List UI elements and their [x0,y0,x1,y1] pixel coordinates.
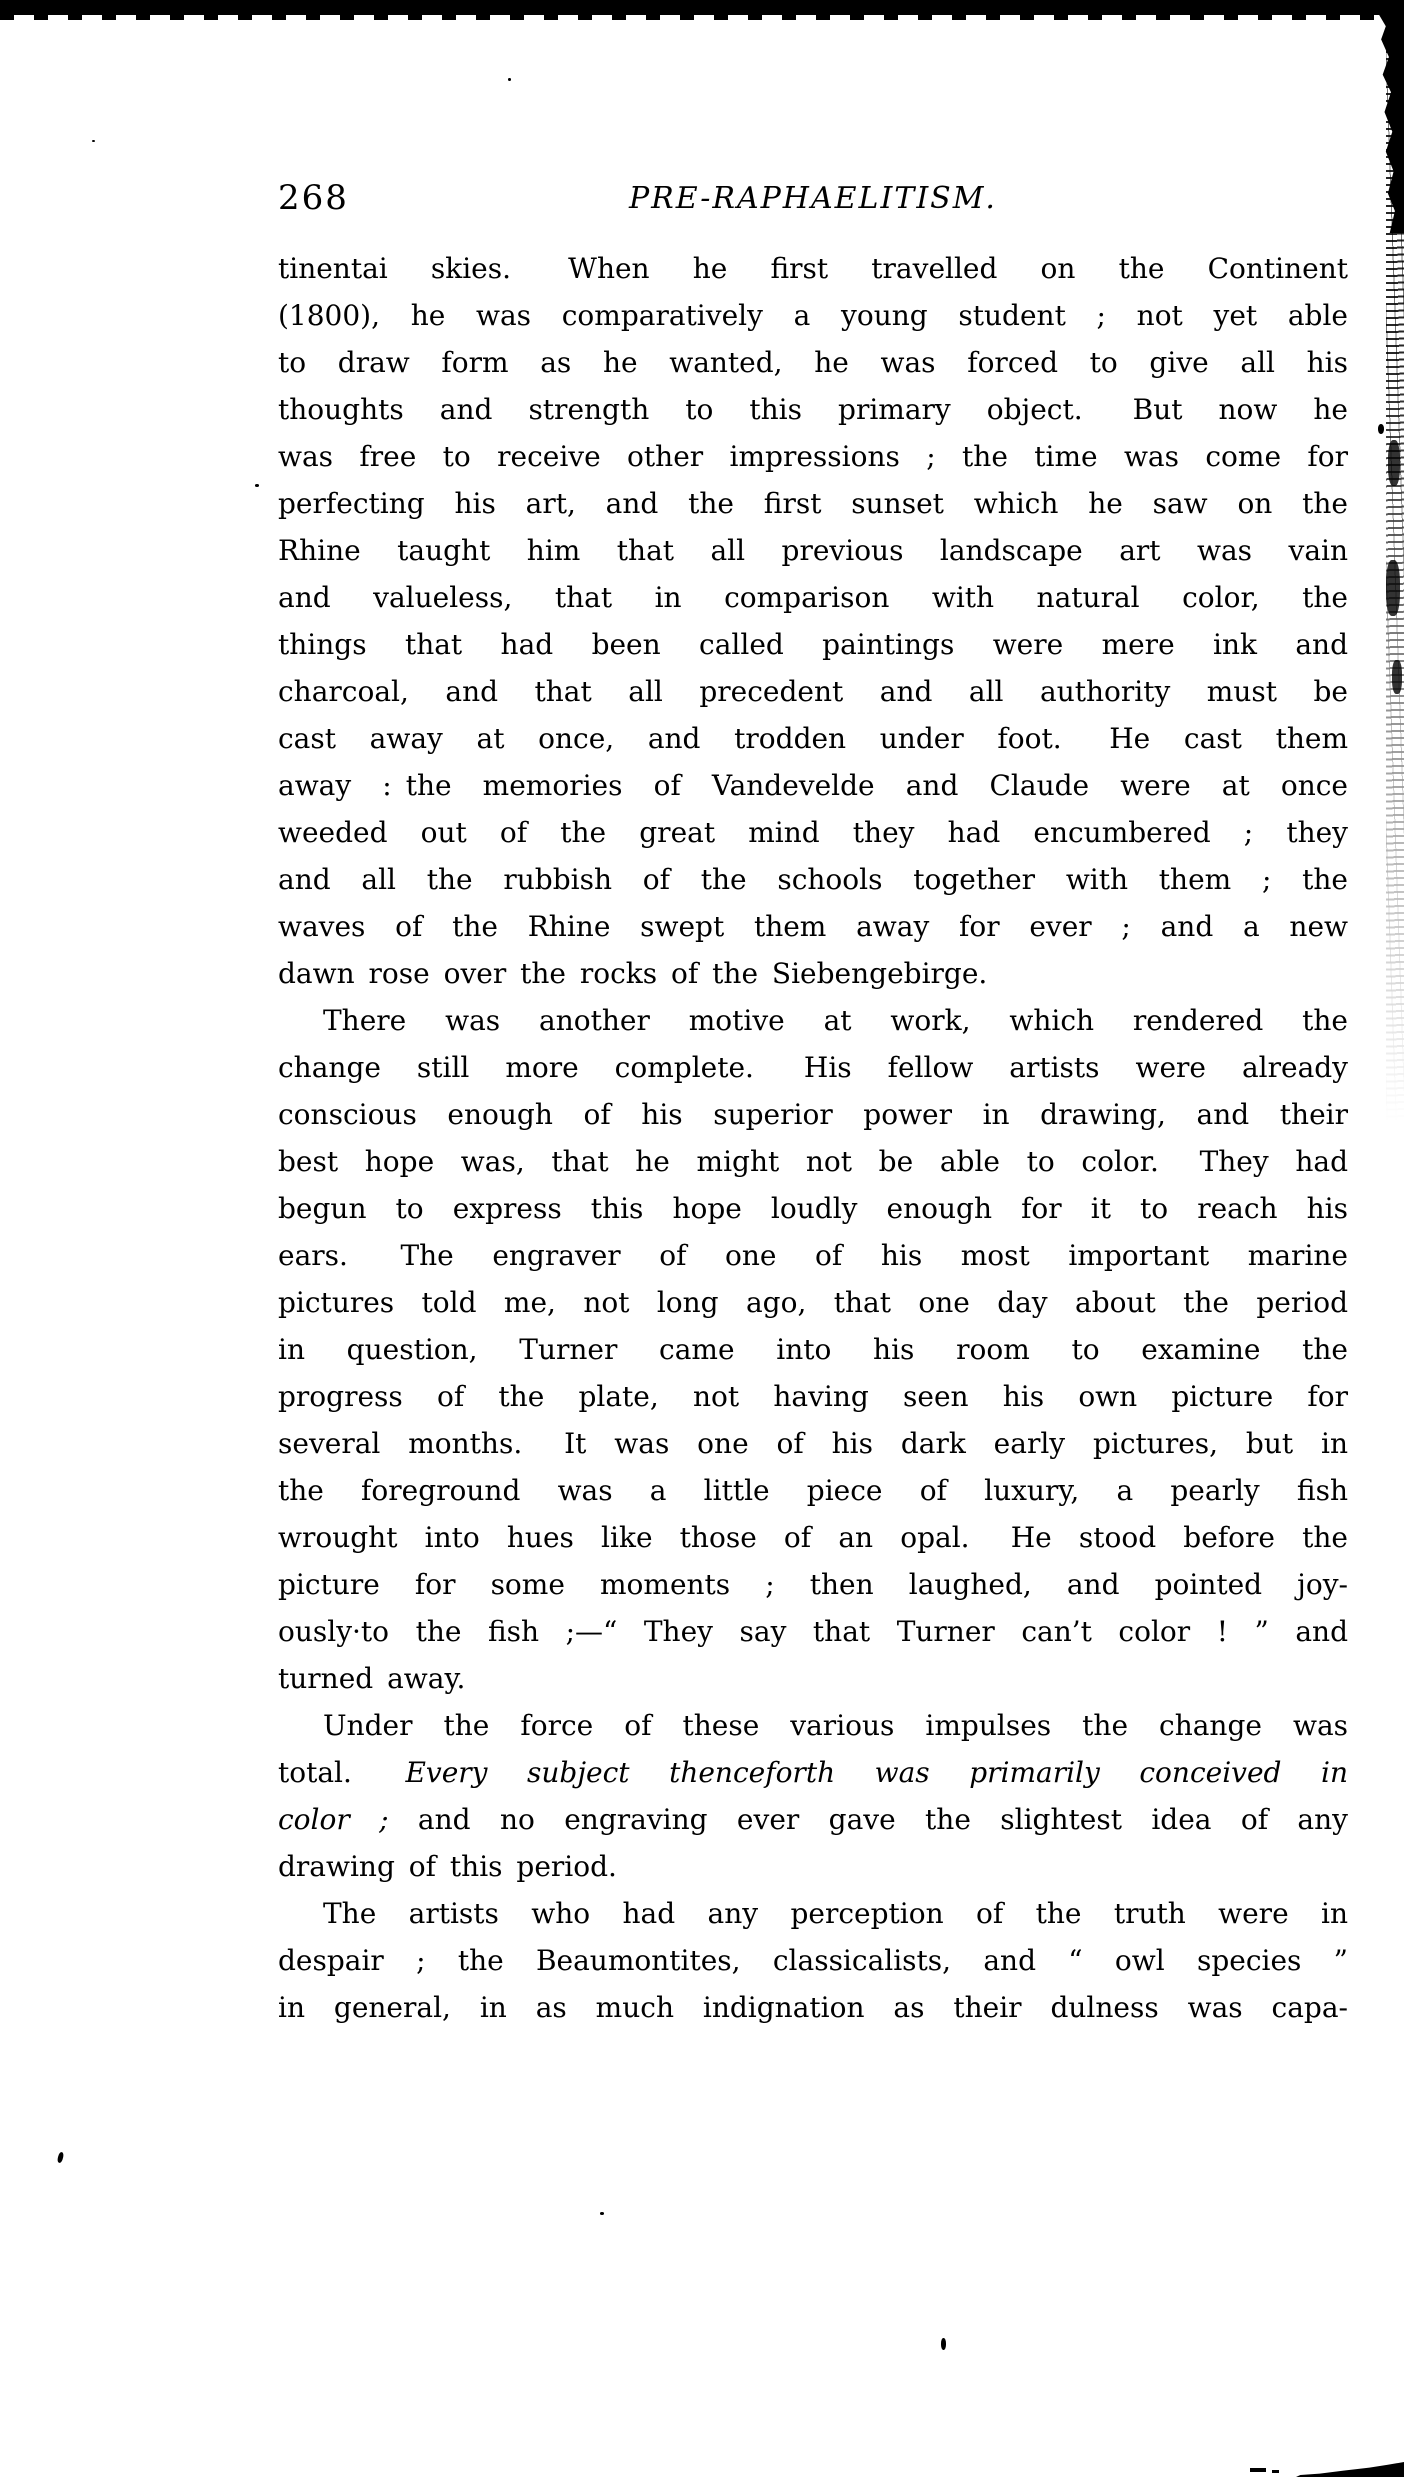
text-segment: total. [278,1756,406,1789]
text-segment-italic: Every subject thenceforth was primarily conceived in [405,1756,1348,1789]
text-line: perfecting his art, and the first sunset which he saw on the [278,487,1348,520]
text-segment-italic: color ; [278,1803,389,1836]
scan-smudge [1392,660,1402,694]
text-line: conscious enough of his superior power in drawing, and their [278,1098,1348,1131]
scan-edge-bar-top [0,0,1404,15]
text-line: turned away. [278,1662,466,1695]
ink-speck [57,2152,65,2164]
text-line: wrought into hues like those of an opal. He stood before the [278,1521,1348,1554]
text-line: despair ; the Beaumontites, classicalists, and “ owl species ” [278,1944,1348,1977]
text-line: charcoal, and that all precedent and all authority must be [278,675,1348,708]
ink-speck [508,78,511,81]
ink-speck [255,484,259,487]
text-line: pictures told me, not long ago, that one day about the period [278,1286,1348,1319]
text-line: dawn rose over the rocks of the Siebengebirge. [278,957,988,990]
text-line: There was another motive at work, which rendered the [323,1004,1348,1037]
text-line: The artists who had any perception of the truth were in [323,1897,1348,1930]
text-line: thoughts and strength to this primary object. But now he [278,393,1348,426]
ink-speck [941,2338,946,2350]
text-line: Under the force of these various impulses the change was [323,1709,1348,1742]
text-line: and valueless, that in comparison with natural color, the [278,581,1348,614]
text-line: away : the memories of Vandevelde and Claude were at once [278,769,1348,802]
text-line: waves of the Rhine swept them away for ever ; and a new [278,910,1348,943]
text-line: drawing of this period. [278,1850,617,1883]
text-line: ously·to the fish ;—“ They say that Turner can’t color ! ” and [278,1615,1348,1648]
text-segment: and no engraving ever gave the slightest idea of any [388,1803,1348,1836]
scan-noise-bottom-right [1296,2460,1404,2477]
text-line: in question, Turner came into his room to examine the [278,1333,1348,1366]
text-line: in general, in as much indignation as their dulness was capa- [278,1991,1348,2024]
ink-speck [600,2212,604,2215]
ink-speck [92,140,95,142]
ink-speck [1250,2468,1266,2472]
text-line: begun to express this hope loudly enough for it to reach his [278,1192,1348,1225]
text-line: Rhine taught him that all previous landscape art was vain [278,534,1348,567]
text-line: best hope was, that he might not be able to color. They had [278,1145,1348,1178]
page-number: 268 [278,178,349,218]
text-line: progress of the plate, not having seen his own picture for [278,1380,1348,1413]
text-line: change still more complete. His fellow artists were already [278,1051,1348,1084]
text-line [278,1796,1348,1843]
ink-speck [1378,424,1384,434]
text-line: tinentai skies. When he first travelled on the Continent [278,252,1348,285]
text-line: was free to receive other impressions ; the time was come for [278,440,1348,473]
text-line: ears. The engraver of one of his most important marine [278,1239,1348,1272]
scan-smudge [1388,440,1400,486]
text-line: picture for some moments ; then laughed, and pointed joy- [278,1568,1348,1601]
text-line: (1800), he was comparatively a young student ; not yet able [278,299,1348,332]
text-line: weeded out of the great mind they had encumbered ; they [278,816,1348,849]
text-line: several months. It was one of his dark early pictures, but in [278,1427,1348,1460]
text-line: to draw form as he wanted, he was forced to give all his [278,346,1348,379]
text-line: the foreground was a little piece of luxury, a pearly fish [278,1474,1348,1507]
scan-smudge [1386,560,1400,616]
page-body [278,245,1348,2031]
text-line: things that had been called paintings were mere ink and [278,628,1348,661]
ink-speck [1272,2470,1279,2473]
running-head [278,178,1348,222]
running-title: PRE-RAPHAELITISM. [629,181,997,216]
text-line: and all the rubbish of the schools together with them ; the [278,863,1348,896]
text-line: cast away at once, and trodden under foot. He cast them [278,722,1348,755]
text-line [278,1749,1348,1796]
